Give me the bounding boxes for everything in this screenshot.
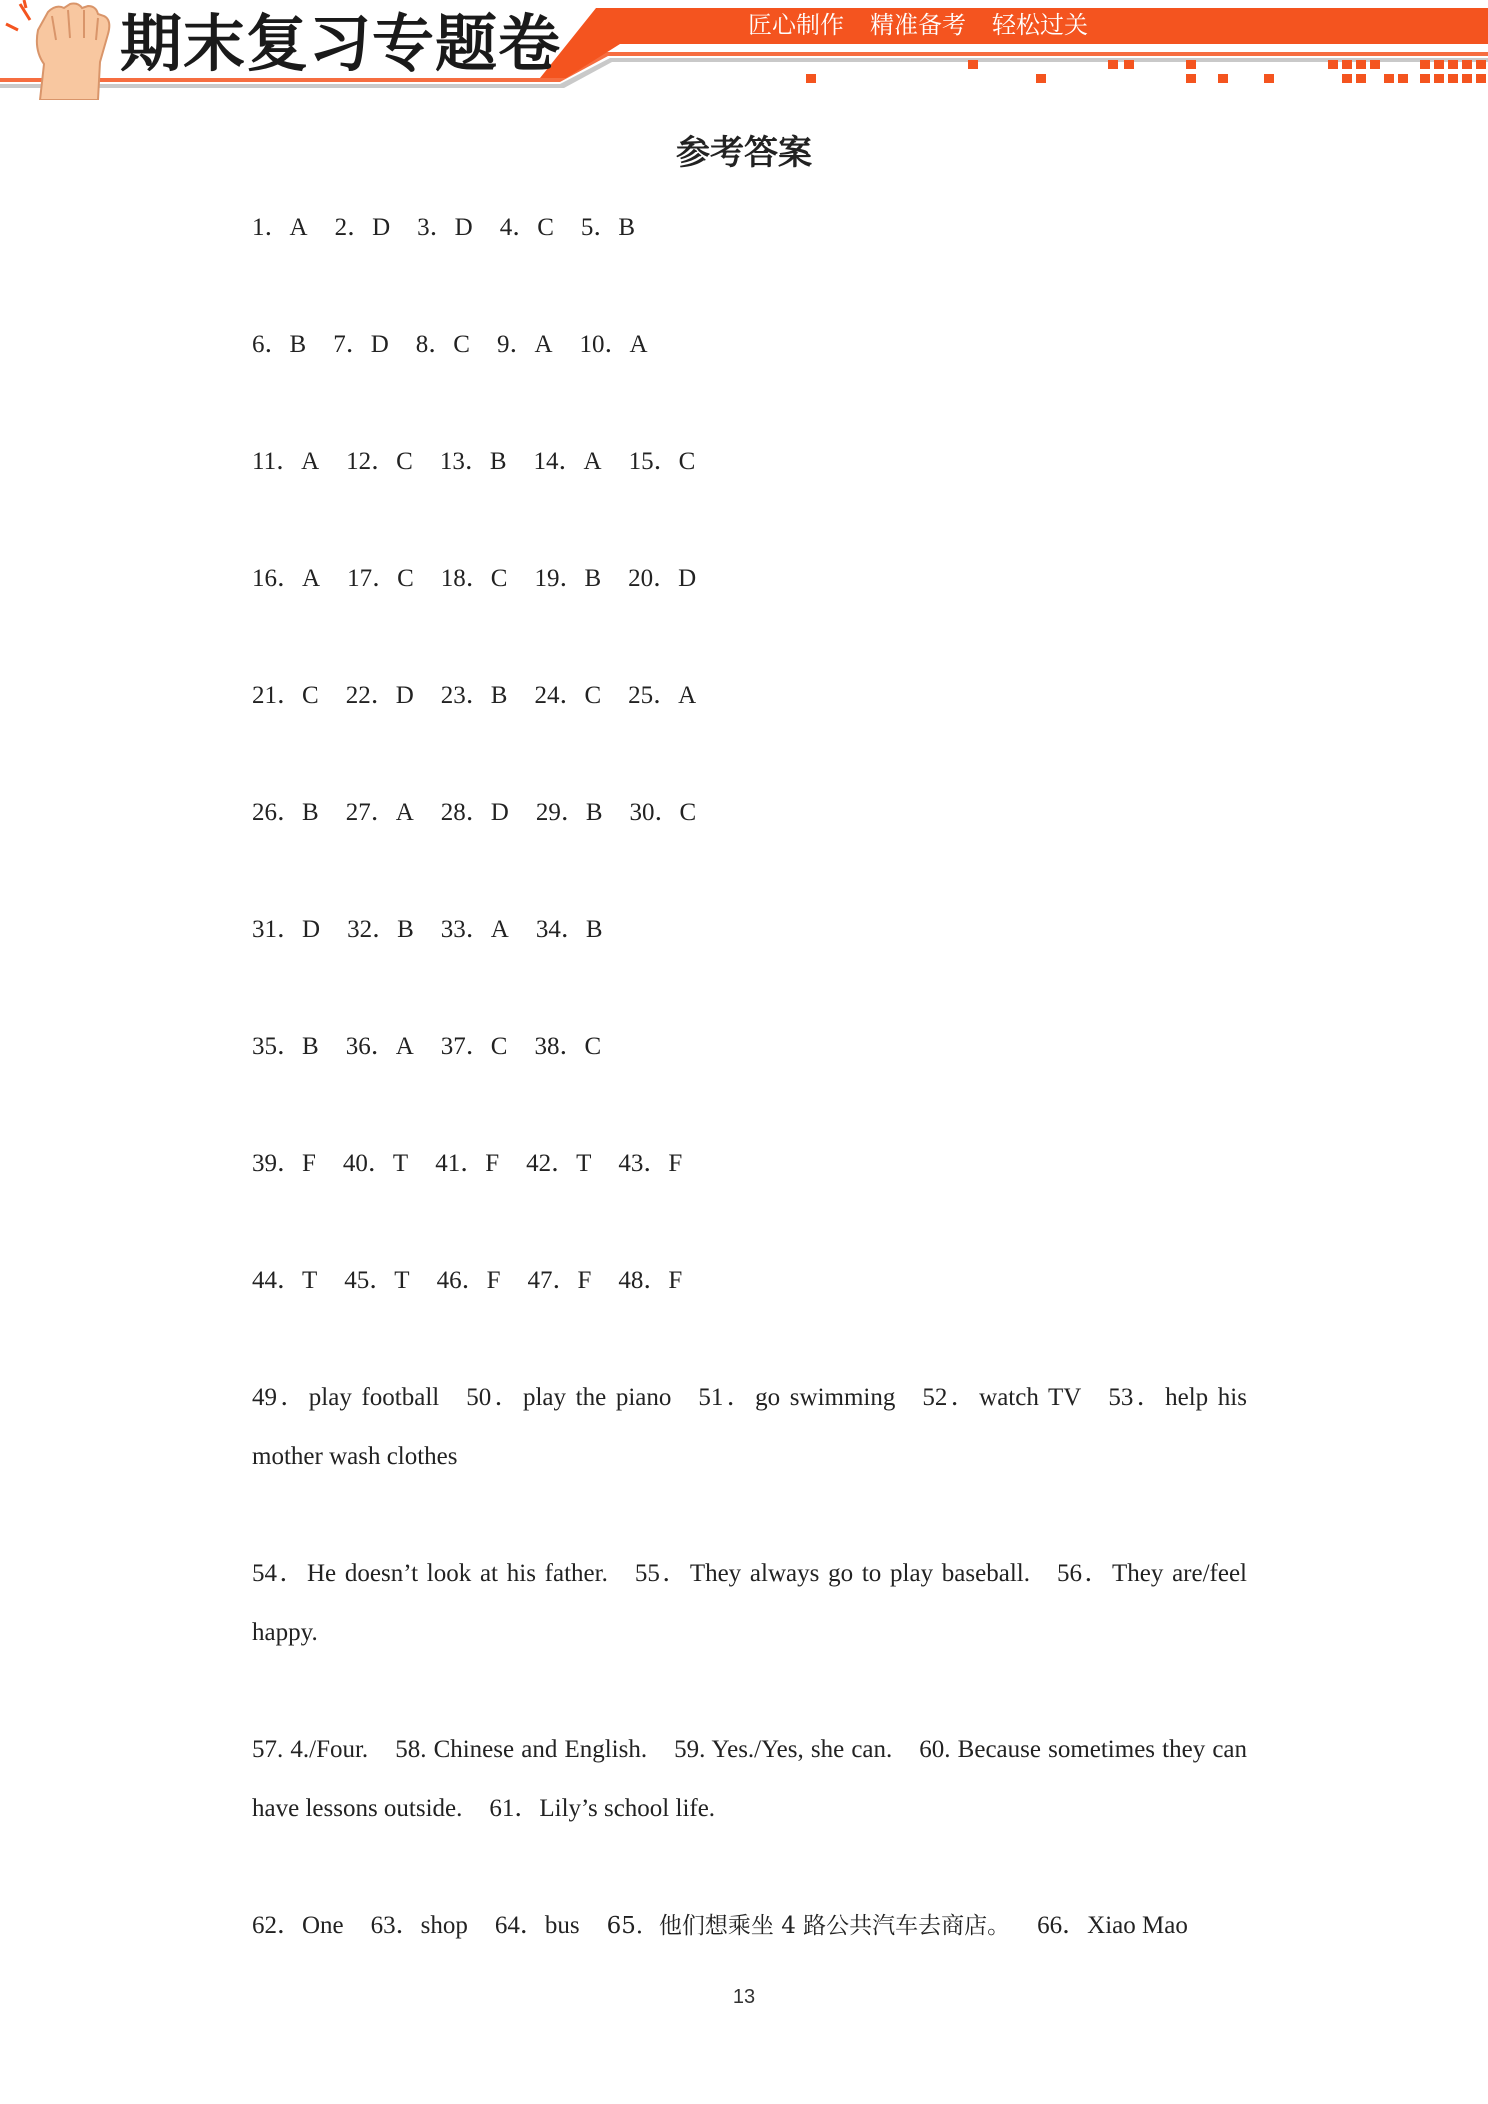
header-banner [0, 0, 1488, 100]
answer-item: 32．B [347, 916, 414, 943]
answer-item: 34．B [535, 916, 603, 943]
answer-item: 30．C [629, 799, 697, 826]
answer-row [252, 1017, 1252, 1077]
answer-row [252, 198, 1252, 258]
answer-item: 61．Lily’s school life. [489, 1795, 716, 1822]
answer-item: 52．watch TV [922, 1384, 1082, 1411]
answer-item: 43．F [618, 1150, 683, 1177]
answer-item: 45．T [344, 1267, 410, 1294]
answer-item: 57. 4./Four. [252, 1736, 369, 1763]
answer-item: 16．A [252, 565, 321, 592]
answer-item: 59. Yes./Yes, she can. [674, 1736, 893, 1763]
answer-item: 9．A [496, 331, 553, 358]
answer-item: 40．T [342, 1150, 409, 1177]
answer-item: 26．B [252, 799, 319, 826]
answer-item: 10．A [579, 331, 648, 358]
answer-item: 18．C [440, 565, 508, 592]
answer-item: 53．help his mother wash clothes [252, 1384, 1247, 1470]
answer-item: 22．D [345, 682, 414, 709]
answer-item: 6．B [252, 331, 307, 358]
answer-row [252, 783, 1252, 843]
answer-item: 25．A [628, 682, 697, 709]
slogan-item: 匠心制作 [748, 11, 844, 39]
answer-item: 51．go swimming [698, 1384, 896, 1411]
answer-item: 11．A [252, 448, 320, 475]
answer-item: 29．B [535, 799, 603, 826]
answer-item: 27．A [345, 799, 414, 826]
answer-item: 31．D [252, 916, 321, 943]
answer-item: 2．D [334, 214, 391, 241]
answer-item: 35．B [252, 1033, 319, 1060]
answer-item: 3．D [417, 214, 473, 241]
answer-row [252, 1134, 1252, 1194]
answer-item: 17．C [347, 565, 414, 592]
answer-item: 5．B [580, 214, 636, 241]
answer-item: 54．He doesn’t look at his father. [252, 1560, 608, 1587]
answer-item: 63．shop [370, 1912, 468, 1939]
answer-item: 15．C [628, 448, 696, 475]
page-title: 参考答案 [676, 133, 812, 173]
header-slogan [748, 8, 1088, 42]
answer-item: 55．They always go to play baseball. [634, 1560, 1030, 1587]
answer-item: 7．D [333, 331, 389, 358]
answer-item: 24．C [534, 682, 602, 709]
header-title: 期末复习专题卷 [120, 7, 562, 80]
answer-item: 49．play football [252, 1384, 440, 1411]
answer-item: 8．C [415, 331, 470, 358]
answer-item: 44．T [252, 1267, 318, 1294]
answer-item: 50．play the piano [466, 1384, 672, 1411]
answer-item: 42．T [526, 1150, 592, 1177]
answer-item: 13．B [439, 448, 507, 475]
answer-item: 4．C [499, 214, 554, 241]
answer-item: 14．A [533, 448, 602, 475]
answer-item: 39．F [252, 1150, 316, 1177]
answer-item: 58. Chinese and English. [395, 1736, 648, 1763]
answer-item: 23．B [440, 682, 508, 709]
answer-item: 64．bus [494, 1912, 580, 1939]
answer-item: 66．Xiao Mao [1037, 1912, 1188, 1939]
answer-row [252, 666, 1252, 726]
answer-item: 36．A [345, 1033, 414, 1060]
slogan-item: 精准备考 [870, 11, 966, 39]
answer-item: 47．F [527, 1267, 592, 1294]
answer-item: 41．F [435, 1150, 500, 1177]
answer-row [252, 1251, 1252, 1311]
answer-item: 46．F [436, 1267, 501, 1294]
answer-row [252, 1720, 1247, 1838]
answer-row [252, 315, 1252, 375]
answer-row [252, 1368, 1247, 1486]
page-number: 13 [732, 1986, 756, 2008]
answer-row [252, 1896, 1252, 1956]
answer-item: 28．D [440, 799, 509, 826]
answer-item: 48．F [618, 1267, 683, 1294]
answer-item: 12．C [346, 448, 413, 475]
answer-item: 60. Because sometimes they can have lessons outside. [252, 1736, 1248, 1822]
answer-item: 21．C [252, 682, 319, 709]
answer-item: 38．C [534, 1033, 602, 1060]
slogan-item: 轻松过关 [992, 11, 1088, 39]
answer-row [252, 432, 1252, 492]
answer-list [252, 198, 1252, 2013]
answer-item: 56．They are/feel happy. [252, 1560, 1247, 1646]
answer-item: 62．One [252, 1912, 344, 1939]
answer-item: 65．他们想乘坐 4 路公共汽车去商店。 [606, 1913, 1011, 1939]
answer-row [252, 900, 1252, 960]
answer-item: 19．B [534, 565, 602, 592]
answer-item: 1．A [252, 214, 308, 241]
answer-row [252, 549, 1252, 609]
answer-row [252, 1544, 1247, 1662]
answer-item: 37．C [440, 1033, 508, 1060]
answer-item: 20．D [628, 565, 697, 592]
answer-item: 33．A [440, 916, 509, 943]
